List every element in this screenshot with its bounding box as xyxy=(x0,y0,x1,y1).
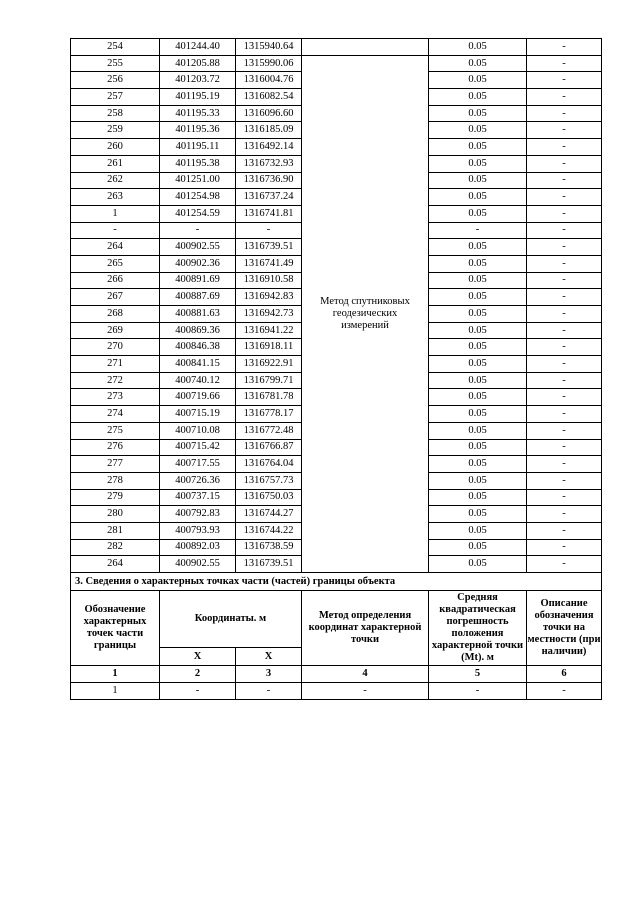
point-id: 266 xyxy=(71,272,160,289)
document-sheet xyxy=(70,38,601,700)
coord-x: 401195.36 xyxy=(160,122,236,139)
table-row xyxy=(71,55,602,72)
point-description: - xyxy=(527,55,602,72)
point-description: - xyxy=(527,522,602,539)
mean-error: 0.05 xyxy=(429,72,527,89)
points-table-body xyxy=(71,39,602,573)
coord-x: 400902.55 xyxy=(160,239,236,256)
coord-y: 1316096.60 xyxy=(236,105,302,122)
mean-error: 0.05 xyxy=(429,539,527,556)
coord-y: 1316922.91 xyxy=(236,356,302,373)
point-description: - xyxy=(527,422,602,439)
header-method: Метод определения координат характерной точки xyxy=(302,591,429,666)
point-description: - xyxy=(527,489,602,506)
coord-x: 400891.69 xyxy=(160,272,236,289)
coord-y: - xyxy=(236,222,302,239)
point-description: - xyxy=(527,683,602,700)
point-id: 267 xyxy=(71,289,160,306)
point-description: - xyxy=(527,322,602,339)
mean-error: 0.05 xyxy=(429,489,527,506)
point-description: - xyxy=(527,172,602,189)
mean-error: - xyxy=(429,222,527,239)
point-id: 263 xyxy=(71,189,160,206)
coord-y: 1316941.22 xyxy=(236,322,302,339)
point-id: 259 xyxy=(71,122,160,139)
column-number: 5 xyxy=(429,666,527,683)
header-coordinates: Координаты. м xyxy=(160,591,302,648)
mean-error: 0.05 xyxy=(429,189,527,206)
coord-y: 1316739.51 xyxy=(236,556,302,573)
mean-error: 0.05 xyxy=(429,472,527,489)
coord-x: 400841.15 xyxy=(160,356,236,373)
point-description: - xyxy=(527,155,602,172)
coord-x: 400892.03 xyxy=(160,539,236,556)
mean-error: 0.05 xyxy=(429,205,527,222)
point-description: - xyxy=(527,506,602,523)
mean-error: 0.05 xyxy=(429,372,527,389)
coord-x: 400869.36 xyxy=(160,322,236,339)
point-description: - xyxy=(527,222,602,239)
table-row xyxy=(71,39,602,56)
point-id: 262 xyxy=(71,172,160,189)
coord-x: 401195.38 xyxy=(160,155,236,172)
coord-x: 400717.55 xyxy=(160,456,236,473)
coord-x: 400710.08 xyxy=(160,422,236,439)
coord-x: 401244.40 xyxy=(160,39,236,56)
mean-error: 0.05 xyxy=(429,239,527,256)
point-id: 277 xyxy=(71,456,160,473)
point-description: - xyxy=(527,472,602,489)
point-id: 281 xyxy=(71,522,160,539)
coord-y: 1316738.59 xyxy=(236,539,302,556)
section3-title: 3. Сведения о характерных точках части (частей) границы объекта xyxy=(71,573,602,591)
mean-error: 0.05 xyxy=(429,172,527,189)
point-id: 264 xyxy=(71,239,160,256)
coord-x: 400737.15 xyxy=(160,489,236,506)
coord-x: 400740.12 xyxy=(160,372,236,389)
mean-error: 0.05 xyxy=(429,272,527,289)
coord-y: 1316750.03 xyxy=(236,489,302,506)
point-description: - xyxy=(527,439,602,456)
coord-y: 1316082.54 xyxy=(236,89,302,106)
section3-row xyxy=(71,683,602,700)
coord-y: 1316739.51 xyxy=(236,239,302,256)
point-description: - xyxy=(527,139,602,156)
point-description: - xyxy=(527,205,602,222)
point-id: 257 xyxy=(71,89,160,106)
coord-y: 1316942.73 xyxy=(236,306,302,323)
coord-x: 400887.69 xyxy=(160,289,236,306)
mean-error: 0.05 xyxy=(429,439,527,456)
coord-x: - xyxy=(160,683,236,700)
point-id: 256 xyxy=(71,72,160,89)
mean-error: 0.05 xyxy=(429,122,527,139)
coord-y: 1316736.90 xyxy=(236,172,302,189)
point-description: - xyxy=(527,105,602,122)
mean-error: 0.05 xyxy=(429,255,527,272)
coord-y: 1315990.06 xyxy=(236,55,302,72)
coord-y: 1316772.48 xyxy=(236,422,302,439)
point-description: - xyxy=(527,72,602,89)
point-description: - xyxy=(527,456,602,473)
point-description: - xyxy=(527,255,602,272)
coord-x: 401254.98 xyxy=(160,189,236,206)
column-number: 1 xyxy=(71,666,160,683)
point-description: - xyxy=(527,306,602,323)
mean-error: 0.05 xyxy=(429,389,527,406)
coord-x: 400792.83 xyxy=(160,506,236,523)
coord-y: 1316744.22 xyxy=(236,522,302,539)
point-description: - xyxy=(527,189,602,206)
coord-y: 1316741.49 xyxy=(236,255,302,272)
coord-y: 1316757.73 xyxy=(236,472,302,489)
coord-x: 400719.66 xyxy=(160,389,236,406)
point-description: - xyxy=(527,89,602,106)
coord-x: 401254.59 xyxy=(160,205,236,222)
method-value: Метод спутниковых геодезических измерений xyxy=(302,55,429,572)
mean-error: 0.05 xyxy=(429,322,527,339)
mean-error: 0.05 xyxy=(429,406,527,423)
point-id: 1 xyxy=(71,205,160,222)
point-id: 274 xyxy=(71,406,160,423)
coord-x: 400726.36 xyxy=(160,472,236,489)
boundary-points-table xyxy=(70,38,602,700)
header-y: X xyxy=(236,648,302,666)
coord-y: 1316910.58 xyxy=(236,272,302,289)
coord-x: 400902.55 xyxy=(160,556,236,573)
column-number: 4 xyxy=(302,666,429,683)
point-description: - xyxy=(527,339,602,356)
column-number: 2 xyxy=(160,666,236,683)
point-id: 279 xyxy=(71,489,160,506)
point-id: 258 xyxy=(71,105,160,122)
point-id: 268 xyxy=(71,306,160,323)
coord-y: 1316778.17 xyxy=(236,406,302,423)
coord-y: 1316744.27 xyxy=(236,506,302,523)
point-id: - xyxy=(71,222,160,239)
mean-error: 0.05 xyxy=(429,522,527,539)
point-description: - xyxy=(527,539,602,556)
mean-error: - xyxy=(429,683,527,700)
point-description: - xyxy=(527,556,602,573)
point-description: - xyxy=(527,389,602,406)
point-id: 254 xyxy=(71,39,160,56)
mean-error: 0.05 xyxy=(429,456,527,473)
point-id: 278 xyxy=(71,472,160,489)
coord-y: 1316004.76 xyxy=(236,72,302,89)
point-id: 265 xyxy=(71,255,160,272)
mean-error: 0.05 xyxy=(429,356,527,373)
method-value: - xyxy=(302,683,429,700)
coord-y: 1316764.04 xyxy=(236,456,302,473)
column-number: 6 xyxy=(527,666,602,683)
point-description: - xyxy=(527,39,602,56)
point-description: - xyxy=(527,122,602,139)
mean-error: 0.05 xyxy=(429,55,527,72)
section3-table-body xyxy=(71,573,602,700)
coord-y: 1316781.78 xyxy=(236,389,302,406)
point-description: - xyxy=(527,372,602,389)
coord-x: 400715.19 xyxy=(160,406,236,423)
coord-x: 401195.33 xyxy=(160,105,236,122)
point-description: - xyxy=(527,272,602,289)
point-id: 276 xyxy=(71,439,160,456)
point-id: 1 xyxy=(71,683,160,700)
header-mean-error: Средняя квадратическая погрешность положения характерной точки (Mt). м xyxy=(429,591,527,666)
point-id: 255 xyxy=(71,55,160,72)
coord-x: 400715.42 xyxy=(160,439,236,456)
point-id: 282 xyxy=(71,539,160,556)
mean-error: 0.05 xyxy=(429,339,527,356)
coord-y: 1316492.14 xyxy=(236,139,302,156)
coord-x: 400902.36 xyxy=(160,255,236,272)
point-id: 280 xyxy=(71,506,160,523)
coord-y: 1316185.09 xyxy=(236,122,302,139)
point-description: - xyxy=(527,289,602,306)
coord-y: - xyxy=(236,683,302,700)
mean-error: 0.05 xyxy=(429,422,527,439)
point-id: 272 xyxy=(71,372,160,389)
mean-error: 0.05 xyxy=(429,306,527,323)
coord-x: 401195.19 xyxy=(160,89,236,106)
mean-error: 0.05 xyxy=(429,139,527,156)
header-x: X xyxy=(160,648,236,666)
mean-error: 0.05 xyxy=(429,105,527,122)
coord-x: 400881.63 xyxy=(160,306,236,323)
point-id: 264 xyxy=(71,556,160,573)
point-id: 260 xyxy=(71,139,160,156)
point-id: 273 xyxy=(71,389,160,406)
point-description: - xyxy=(527,356,602,373)
coord-y: 1316799.71 xyxy=(236,372,302,389)
coord-y: 1315940.64 xyxy=(236,39,302,56)
coord-y: 1316918.11 xyxy=(236,339,302,356)
point-id: 275 xyxy=(71,422,160,439)
point-id: 269 xyxy=(71,322,160,339)
point-id: 261 xyxy=(71,155,160,172)
mean-error: 0.05 xyxy=(429,155,527,172)
mean-error: 0.05 xyxy=(429,506,527,523)
coord-x: - xyxy=(160,222,236,239)
column-number: 3 xyxy=(236,666,302,683)
coord-y: 1316732.93 xyxy=(236,155,302,172)
coord-x: 401203.72 xyxy=(160,72,236,89)
point-id: 271 xyxy=(71,356,160,373)
coord-x: 401251.00 xyxy=(160,172,236,189)
mean-error: 0.05 xyxy=(429,556,527,573)
mean-error: 0.05 xyxy=(429,289,527,306)
mean-error: 0.05 xyxy=(429,39,527,56)
coord-y: 1316741.81 xyxy=(236,205,302,222)
coord-x: 400846.38 xyxy=(160,339,236,356)
point-description: - xyxy=(527,406,602,423)
header-designation: Обозначение характерных точек части границы xyxy=(71,591,160,666)
header-description: Описание обозначения точки на местности (при наличии) xyxy=(527,591,602,666)
coord-x: 400793.93 xyxy=(160,522,236,539)
coord-x: 401195.11 xyxy=(160,139,236,156)
mean-error: 0.05 xyxy=(429,89,527,106)
coord-y: 1316766.87 xyxy=(236,439,302,456)
coord-y: 1316737.24 xyxy=(236,189,302,206)
coord-y: 1316942.83 xyxy=(236,289,302,306)
point-id: 270 xyxy=(71,339,160,356)
coord-x: 401205.88 xyxy=(160,55,236,72)
point-description: - xyxy=(527,239,602,256)
method-empty-cell xyxy=(302,39,429,56)
